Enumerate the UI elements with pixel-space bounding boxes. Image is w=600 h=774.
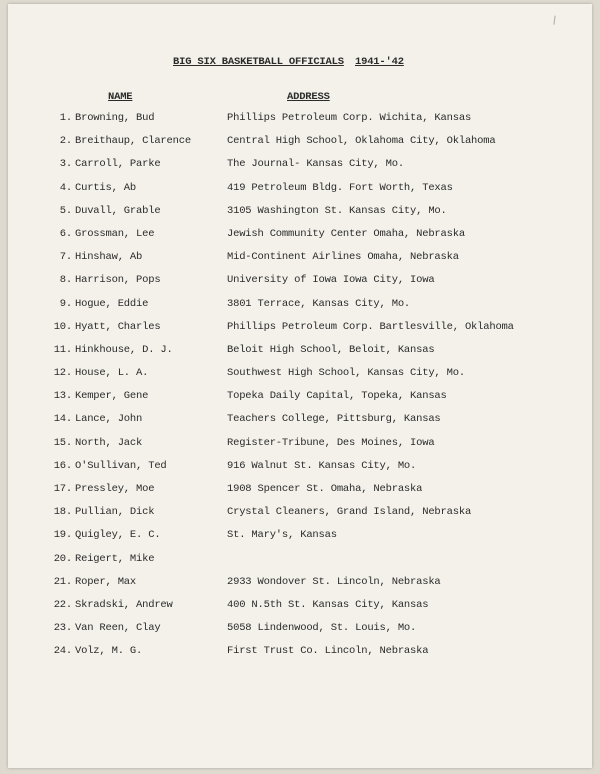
official-name: Duvall, Grable — [75, 204, 161, 217]
list-item — [8, 599, 592, 622]
list-item — [8, 344, 592, 367]
official-name: Breithaup, Clarence — [75, 135, 191, 148]
item-number: 11. — [53, 343, 72, 356]
list-item — [8, 622, 592, 645]
list-item — [8, 553, 592, 576]
official-name: Hyatt, Charles — [75, 320, 161, 333]
official-name: O'Sullivan, Ted — [75, 459, 167, 472]
item-number: 15. — [53, 436, 72, 449]
item-number: 9. — [59, 297, 72, 310]
official-address: Mid-Continent Airlines Omaha, Nebraska — [227, 251, 459, 264]
item-number: 20. — [53, 552, 72, 565]
column-header-address: ADDRESS — [287, 91, 330, 103]
list-item — [8, 529, 592, 552]
item-number: 2. — [59, 135, 72, 148]
official-name: Browning, Bud — [75, 112, 155, 124]
item-number: 6. — [59, 227, 72, 240]
item-number: 13. — [53, 390, 72, 403]
list-item — [8, 413, 592, 436]
official-name: Skradski, Andrew — [75, 598, 173, 611]
item-number: 19. — [53, 529, 72, 542]
official-name: Hogue, Eddie — [75, 297, 149, 310]
official-address: 400 N.5th St. Kansas City, Kansas — [227, 598, 429, 611]
official-address: 2933 Wondover St. Lincoln, Nebraska — [227, 575, 441, 588]
official-address: Central High School, Oklahoma City, Oklahoma — [227, 135, 496, 148]
official-name: Harrison, Pops — [75, 274, 161, 287]
official-name: Quigley, E. C. — [75, 529, 161, 542]
item-number: 12. — [53, 367, 72, 380]
official-address: Jewish Community Center Omaha, Nebraska — [227, 227, 465, 240]
official-name: Pressley, Moe — [75, 483, 155, 495]
list-item — [8, 251, 592, 274]
official-address: Beloit High School, Beloit, Kansas — [227, 343, 435, 356]
item-number: 18. — [53, 506, 72, 519]
official-name: Hinkhouse, D. J. — [75, 343, 173, 356]
item-number: 17. — [53, 483, 72, 495]
list-item — [8, 576, 592, 599]
official-address: Phillips Petroleum Corp. Bartlesville, Oklahoma — [227, 320, 514, 333]
list-item — [8, 228, 592, 251]
item-number: 23. — [53, 622, 72, 635]
item-number: 14. — [53, 413, 72, 426]
official-name: North, Jack — [75, 436, 143, 449]
margin-mark — [553, 16, 560, 26]
official-address: Southwest High School, Kansas City, Mo. — [227, 367, 465, 380]
item-number: 1. — [59, 112, 72, 124]
item-number: 8. — [59, 274, 72, 287]
official-address: Teachers College, Pittsburg, Kansas — [227, 413, 441, 426]
item-number: 3. — [59, 158, 72, 171]
official-address: 3105 Washington St. Kansas City, Mo. — [227, 204, 447, 217]
list-item — [8, 158, 592, 181]
official-address: 419 Petroleum Bldg. Fort Worth, Texas — [227, 181, 453, 194]
list-item — [8, 112, 592, 135]
item-number: 4. — [59, 181, 72, 194]
official-address: Register-Tribune, Des Moines, Iowa — [227, 436, 435, 449]
item-number: 16. — [53, 459, 72, 472]
list-item — [8, 506, 592, 529]
season-text: 1941-'42 — [355, 56, 404, 68]
official-name: Lance, John — [75, 413, 143, 426]
official-address: 1908 Spencer St. Omaha, Nebraska — [227, 483, 423, 495]
official-name: Carroll, Parke — [75, 158, 161, 171]
document-page — [8, 4, 592, 768]
item-number: 5. — [59, 204, 72, 217]
official-name: Grossman, Lee — [75, 227, 155, 240]
item-number: 10. — [53, 320, 72, 333]
list-item — [8, 182, 592, 205]
list-item — [8, 205, 592, 228]
official-name: Kemper, Gene — [75, 390, 149, 403]
list-item — [8, 460, 592, 483]
official-name: Curtis, Ab — [75, 181, 137, 194]
item-number: 21. — [53, 575, 72, 588]
list-item — [8, 645, 592, 668]
official-name: Hinshaw, Ab — [75, 251, 143, 264]
item-number: 24. — [53, 645, 72, 658]
list-item — [8, 437, 592, 460]
column-header-name: NAME — [108, 91, 133, 103]
list-item — [8, 274, 592, 297]
list-item — [8, 298, 592, 321]
official-address: University of Iowa Iowa City, Iowa — [227, 274, 435, 287]
official-address: 3801 Terrace, Kansas City, Mo. — [227, 297, 411, 310]
official-address: First Trust Co. Lincoln, Nebraska — [227, 645, 429, 658]
official-address: St. Mary's, Kansas — [227, 529, 337, 542]
list-item — [8, 135, 592, 158]
official-address: Crystal Cleaners, Grand Island, Nebraska — [227, 506, 472, 519]
official-name: Pullian, Dick — [75, 506, 155, 519]
title-text: BIG SIX BASKETBALL OFFICIALS — [173, 56, 344, 68]
list-item — [8, 321, 592, 344]
item-number: 7. — [59, 251, 72, 264]
official-name: House, L. A. — [75, 367, 149, 380]
official-address: Topeka Daily Capital, Topeka, Kansas — [227, 390, 447, 403]
item-number: 22. — [53, 598, 72, 611]
list-item — [8, 390, 592, 413]
official-name: Reigert, Mike — [75, 552, 155, 565]
official-address: Phillips Petroleum Corp. Wichita, Kansas — [227, 112, 472, 124]
official-name: Van Reen, Clay — [75, 622, 161, 635]
official-address: The Journal- Kansas City, Mo. — [227, 158, 404, 171]
list-item — [8, 367, 592, 390]
officials-list — [8, 112, 592, 669]
official-address: 916 Walnut St. Kansas City, Mo. — [227, 459, 417, 472]
list-item — [8, 483, 592, 506]
official-address: 5058 Lindenwood, St. Louis, Mo. — [227, 622, 417, 635]
official-name: Volz, M. G. — [75, 645, 143, 658]
official-name: Roper, Max — [75, 575, 137, 588]
